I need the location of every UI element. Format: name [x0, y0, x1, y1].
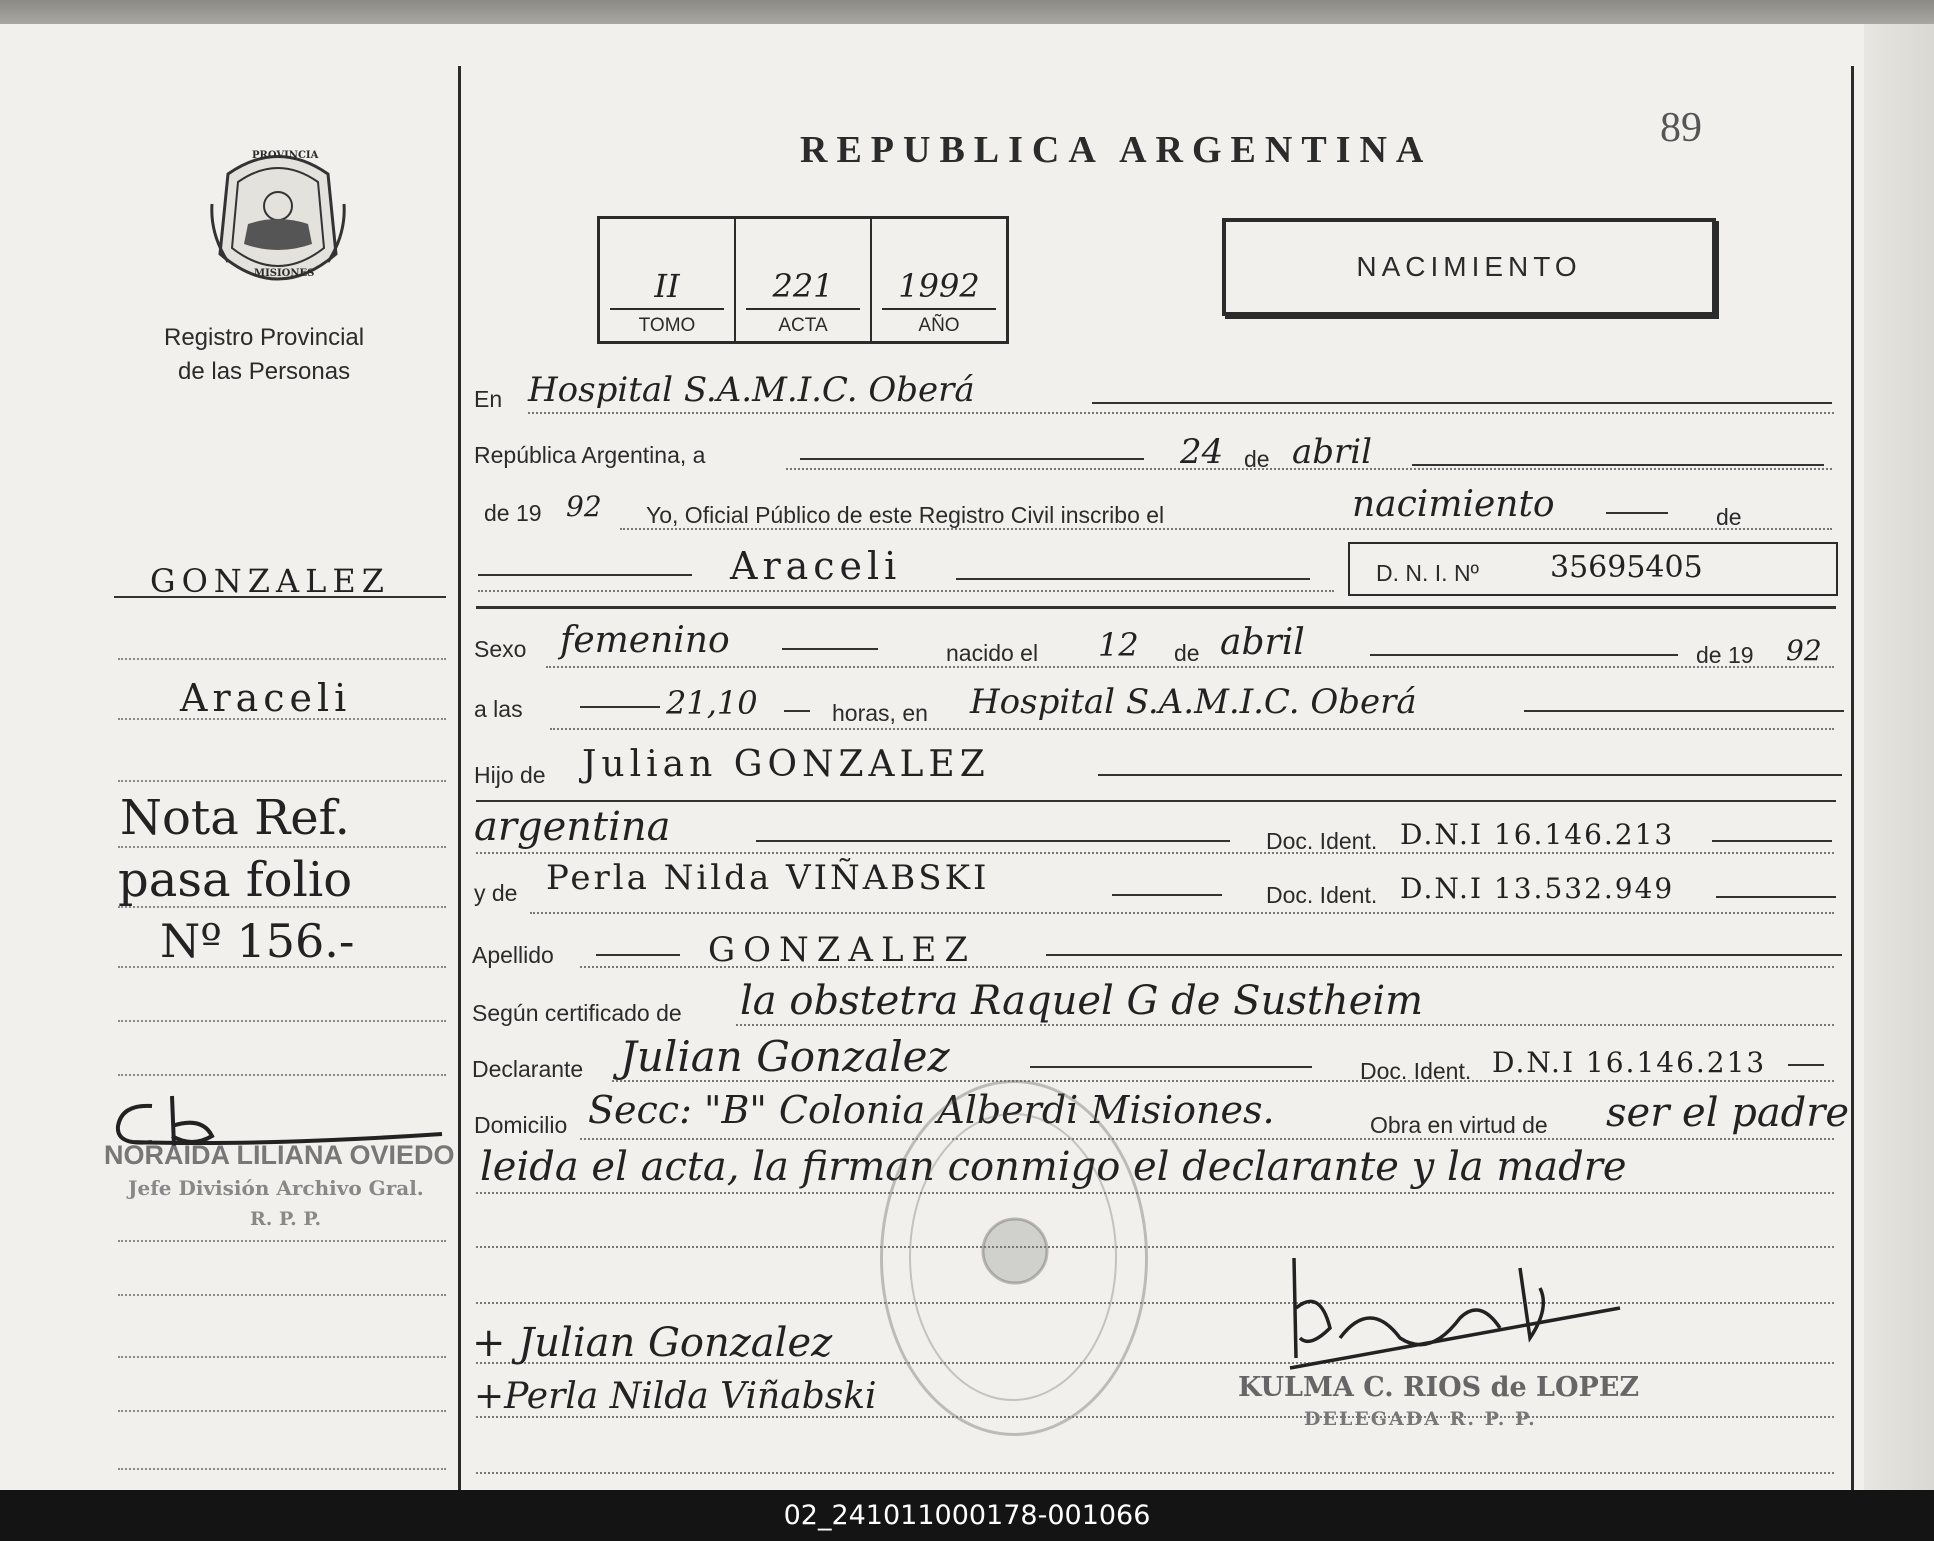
label-doc-declarant: Doc. Ident.	[1360, 1058, 1472, 1084]
ruled-line	[736, 1024, 1834, 1026]
emblem-bottom-text: MISIONES	[254, 268, 315, 279]
dni-box	[1348, 542, 1838, 596]
anio-label: AÑO	[918, 315, 960, 336]
field-mother-doc: D.N.I 13.532.949	[1400, 872, 1675, 905]
field-birth-place: Hospital S.A.M.I.C. Oberá	[970, 682, 1417, 722]
record-reference-box	[597, 216, 1009, 344]
left-ruled-line	[118, 780, 446, 782]
acta-value: 221	[772, 267, 834, 305]
filler-dash	[756, 840, 1230, 842]
left-given-name: Araceli	[180, 676, 352, 720]
filler-dash	[956, 578, 1310, 580]
filler-dash	[1092, 402, 1832, 404]
page-edge	[1864, 24, 1934, 1490]
left-ruled-line	[118, 718, 446, 720]
ruled-line	[620, 528, 1832, 530]
filler-dash	[580, 706, 660, 708]
left-note-line3: Nº 156.-	[160, 914, 355, 968]
label-de-month: de	[1174, 640, 1200, 666]
field-surname: GONZALEZ	[708, 930, 976, 970]
field-closing-text: leida el acta, la firman conmigo el declarante y la madre	[480, 1144, 1627, 1190]
filler-dash	[478, 574, 692, 576]
label-hijo: Hijo de	[474, 762, 546, 788]
left-ruled-line	[118, 966, 446, 968]
filler-dash	[782, 648, 878, 650]
field-domicile: Secc: "B" Colonia Alberdi Misiones.	[588, 1088, 1275, 1132]
field-declarant-doc: D.N.I 16.146.213	[1492, 1046, 1767, 1079]
country-title: REPUBLICA ARGENTINA	[800, 129, 1433, 171]
ruled-line	[530, 912, 1834, 914]
label-declarante: Declarante	[472, 1056, 584, 1082]
registry-name-line1: Registro Provincial	[164, 324, 365, 351]
label-yo: Yo, Oficial Público de este Registro Civil inscribo el	[646, 502, 1165, 528]
label-nacido: nacido el	[946, 640, 1039, 666]
field-father-nationality: argentina	[474, 804, 671, 850]
field-day: 24	[1180, 432, 1224, 472]
label-doc-father: Doc. Ident.	[1266, 828, 1378, 854]
ruled-line	[476, 852, 1834, 854]
label-domicilio: Domicilio	[474, 1112, 568, 1138]
label-obra: Obra en virtud de	[1370, 1112, 1548, 1138]
column-divider	[458, 66, 461, 1490]
left-ruled-line	[118, 1410, 446, 1412]
label-segun: Según certificado de	[472, 1000, 682, 1026]
signature-declarant: + Julian Gonzalez	[472, 1320, 833, 1366]
left-ruled-line	[118, 658, 446, 660]
field-declarant: Julian Gonzalez	[620, 1032, 950, 1081]
ruled-line	[546, 666, 1834, 668]
label-de-end: de	[1716, 504, 1742, 530]
filler-dash	[1524, 710, 1844, 712]
filler-dash	[1412, 464, 1824, 466]
field-sex: femenino	[560, 620, 730, 661]
left-ruled-line	[118, 846, 446, 848]
ruled-line	[612, 1080, 1834, 1082]
label-alas: a las	[474, 696, 523, 722]
field-certifier: la obstetra Raquel G de Sustheim	[740, 978, 1424, 1024]
field-month: abril	[1292, 432, 1373, 472]
field-father: Julian GONZALEZ	[582, 744, 990, 785]
label-doc-mother: Doc. Ident.	[1266, 882, 1378, 908]
filler-dash	[1098, 774, 1842, 776]
registry-name-line2: de las Personas	[178, 358, 351, 385]
filler-dash	[784, 710, 810, 712]
left-ruled-line	[118, 1240, 446, 1242]
anio-value: 1992	[898, 267, 980, 305]
ruled-line	[476, 1472, 1834, 1474]
field-child-name: Araceli	[730, 544, 902, 588]
filler-dash	[1712, 840, 1832, 842]
registry-seal	[880, 1080, 1148, 1436]
ruled-line	[580, 966, 1834, 968]
left-ruled-line	[118, 1074, 446, 1076]
left-ruled-line	[118, 1294, 446, 1296]
official-stamp-title: DELEGADA R. P. P.	[1304, 1408, 1537, 1430]
left-note-line1: Nota Ref.	[120, 790, 350, 846]
left-surname-rule	[114, 596, 446, 598]
field-dni: 35695405	[1550, 550, 1703, 585]
left-ruled-line	[118, 906, 446, 908]
filler-dash	[1112, 894, 1222, 896]
ruled-line	[550, 728, 1834, 730]
section-rule	[476, 800, 1836, 802]
field-act-type: nacimiento	[1352, 484, 1555, 525]
filler-dash	[800, 458, 1144, 460]
folio-number: 89	[1660, 105, 1702, 151]
filler-dash	[1716, 896, 1836, 898]
field-birth-month: abril	[1220, 622, 1305, 663]
tomo-label: TOMO	[638, 315, 696, 336]
field-mother: Perla Nilda VIÑABSKI	[546, 858, 990, 898]
official-signature	[1280, 1248, 1640, 1388]
field-birth-time: 21,10	[666, 684, 758, 722]
field-place: Hospital S.A.M.I.C. Oberá	[528, 370, 975, 410]
left-note-line2: pasa folio	[118, 852, 353, 908]
left-ruled-line	[118, 1468, 446, 1470]
label-horas: horas, en	[832, 700, 928, 726]
ruled-line	[478, 590, 1334, 592]
field-birth-day: 12	[1098, 626, 1139, 664]
label-de-year: de 19	[1696, 642, 1754, 668]
label-en: En	[474, 386, 503, 412]
filler-dash	[1788, 1064, 1824, 1066]
label-yde: y de	[474, 880, 518, 906]
left-surname: GONZALEZ	[150, 562, 390, 600]
filler-dash	[1046, 954, 1842, 956]
anio-cell	[872, 219, 1006, 341]
section-rule	[476, 606, 1836, 609]
filler-dash	[1030, 1066, 1312, 1068]
scan-id-caption: 02_241011000178-001066	[0, 1490, 1934, 1541]
field-birth-year-suffix: 92	[1786, 634, 1822, 667]
archive-stamp-title: Jefe División Archivo Gral.	[128, 1176, 424, 1200]
left-ruled-line	[118, 1356, 446, 1358]
emblem-top-text: PROVINCIA	[252, 150, 319, 161]
field-capacity: ser el padre	[1606, 1090, 1850, 1136]
filler-dash	[1370, 654, 1678, 656]
provincial-emblem	[208, 144, 348, 294]
official-stamp-name: KULMA C. RIOS de LOPEZ	[1238, 1372, 1640, 1403]
archive-stamp-org: R. P. P.	[250, 1208, 322, 1230]
archive-stamp-name: NORAIDA LILIANA OVIEDO	[104, 1140, 455, 1170]
label-de: de	[1244, 446, 1270, 472]
right-border	[1851, 66, 1854, 1490]
signature-mother: +Perla Nilda Viñabski	[474, 1376, 877, 1417]
ruled-line	[528, 412, 1834, 414]
label-apellido: Apellido	[472, 942, 554, 968]
label-dni: D. N. I. Nº	[1376, 560, 1479, 586]
label-sexo: Sexo	[474, 636, 527, 662]
tomo-cell	[600, 219, 736, 341]
label-republica: República Argentina, a	[474, 442, 706, 468]
filler-dash	[596, 954, 680, 956]
left-ruled-line	[118, 1020, 446, 1022]
label-de19: de 19	[484, 500, 542, 526]
field-year-suffix: 92	[566, 490, 602, 523]
tomo-value: II	[654, 267, 680, 305]
record-type-box: NACIMIENTO	[1222, 218, 1716, 316]
ruled-line	[580, 1138, 1834, 1140]
filler-dash	[1606, 512, 1668, 514]
ruled-line	[476, 1192, 1834, 1194]
acta-cell	[736, 219, 872, 341]
field-father-doc: D.N.I 16.146.213	[1400, 818, 1675, 851]
acta-label: ACTA	[778, 315, 828, 336]
